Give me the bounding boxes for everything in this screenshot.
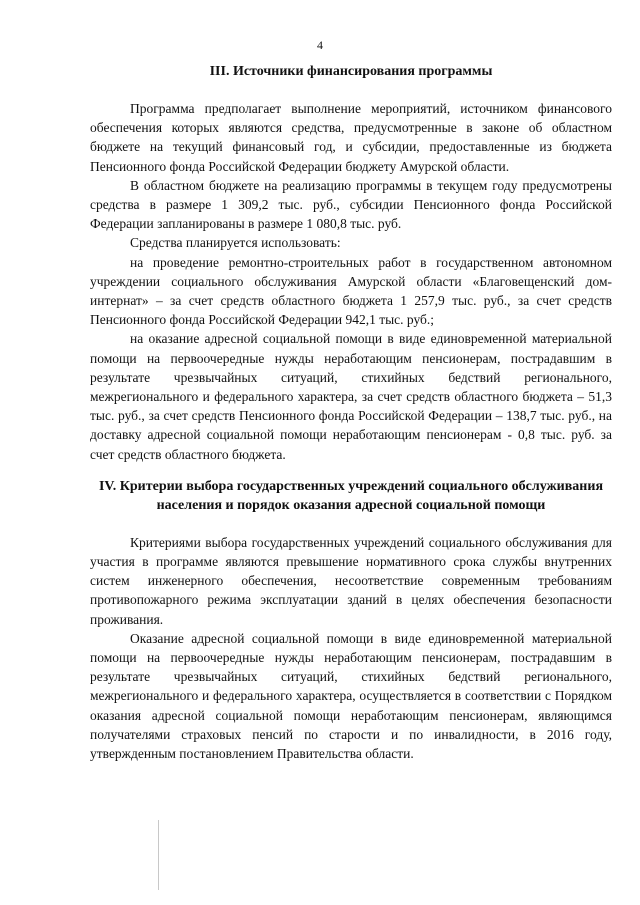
scan-artifact-line	[158, 820, 159, 890]
section-4-heading: IV. Критерии выбора государственных учреждений социального обслуживания населения и порядок оказания адресной социальной помощи	[98, 478, 604, 513]
section-3-paragraph-2: В областном бюджете на реализацию программы в текущем году предусмотрены средства в размере 1 309,2 тыс. руб., субсидии Пенсионного фонда Российской Федерации запланированы в размере 1 080,8 тыс. руб.	[90, 177, 612, 232]
section-3-paragraph-1: Программа предполагает выполнение мероприятий, источником финансового обеспечения которых являются средства, предусмотренные в законе об областном бюджете на текущий финансовый год, и субсидии, предоставленные из бюджета Пенсионного фонда Российской Федерации бюджету Амурской области.	[90, 101, 612, 174]
section-3-paragraph-4: на проведение ремонтно-строительных работ в государственном автономном учреждении социального обслуживания Амурской области «Благовещенский дом-интернат» – за счет средств областного бюджета 1 257,9 тыс. руб., за счет средств Пенсионного фонда Российской Федерации 942,1 тыс. руб.;	[90, 254, 612, 328]
page-number: 4	[317, 38, 323, 52]
section-3-heading: III. Источники финансирования программы	[209, 64, 493, 79]
section-4-paragraph-2: Оказание адресной социальной помощи в виде единовременной материальной помощи на первоочередные нужды неработающим пенсионерам, пострадавшим в результате чрезвычайных ситуаций, стихийных бедствий регионального, межрегионального и федерального характера, осуществляется в соответствии с Порядком оказания адресной социальной помощи неработающим пенсионерам, являющимся получателями страховых пенсий по старости и по инвалидности, в 2016 году, утвержденным постановлением Правительства области.	[90, 630, 612, 762]
section-3-paragraph-5: на оказание адресной социальной помощи в виде единовременной материальной помощи на первоочередные нужды неработающим пенсионерам, пострадавшим в результате чрезвычайных ситуаций, стихийных бедствий регионального, межрегионального и федерального характера, за счет средств областного бюджета – 51,3 тыс. руб., за счет средств Пенсионного фонда Российской Федерации – 138,7 тыс. руб., на доставку адресной социальной помощи неработающим пенсионерам - 0,8 тыс. руб. за счет средств областного бюджета.	[90, 331, 612, 462]
document-body	[90, 62, 612, 763]
section-3-paragraph-3: Средства планируется использовать:	[130, 235, 341, 251]
section-4-paragraph-1: Критериями выбора государственных учреждений социального обслуживания для участия в программе являются превышение нормативного срока службы внутренних систем инженерного обеспечения, несоответствие современным требованиям противопожарного режима эксплуатации зданий в целях обеспечения безопасности проживания.	[90, 534, 612, 627]
